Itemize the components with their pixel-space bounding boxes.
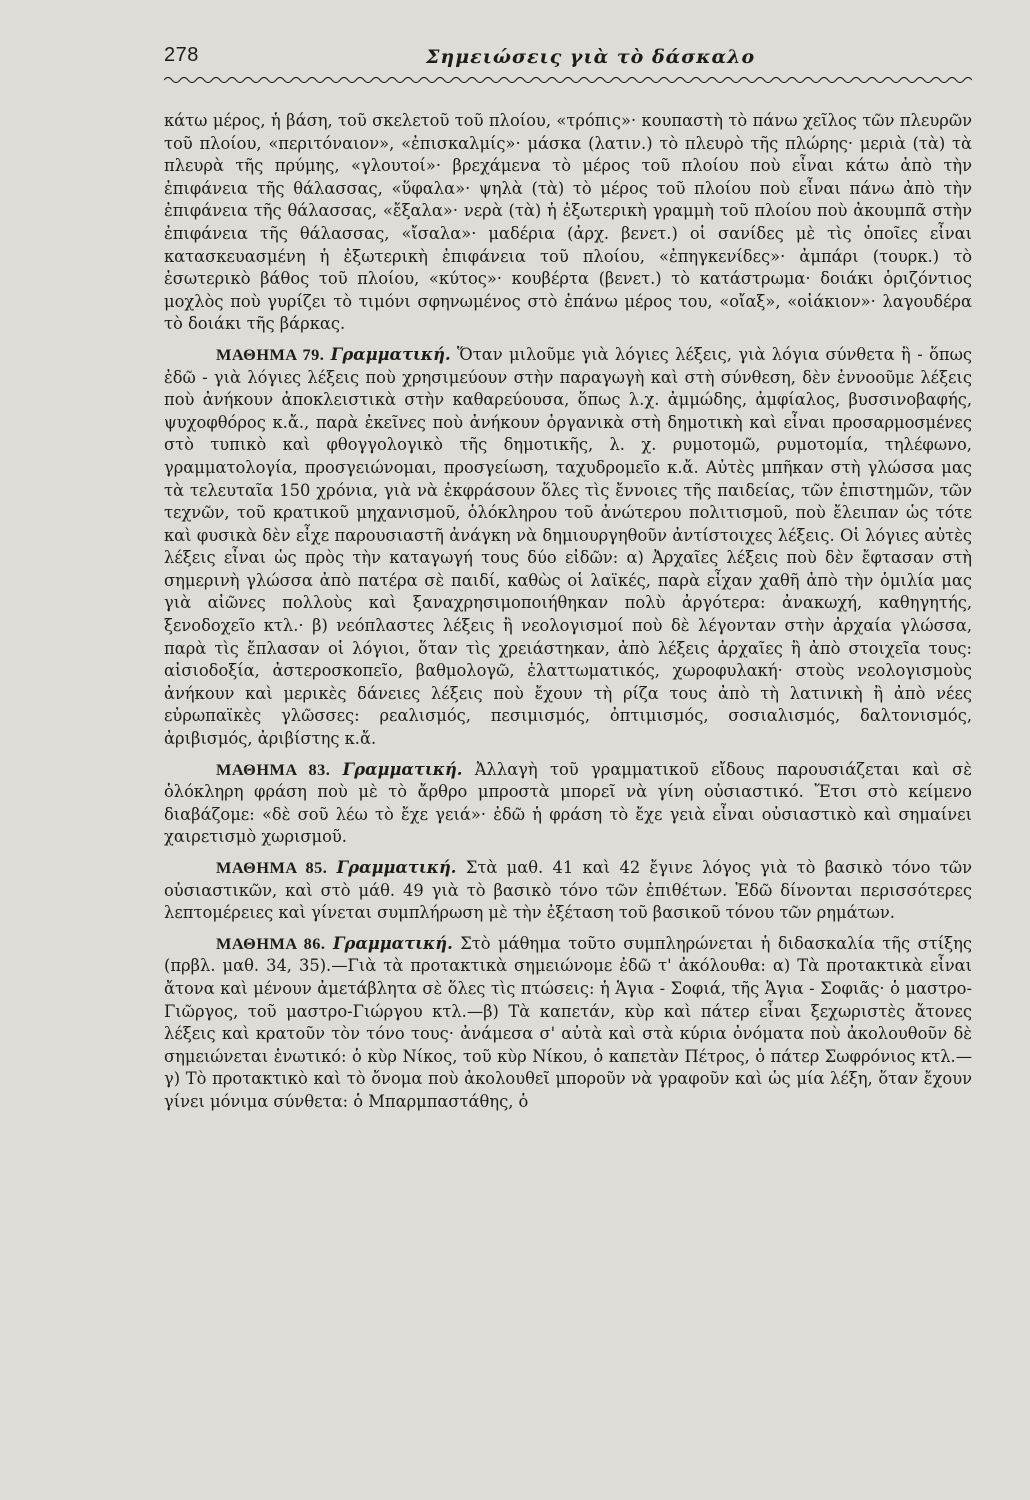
lesson-subject: Γραμματική. (332, 933, 453, 953)
paragraph-text: Στὸ μάθημα τοῦτο συμπληρώνεται ἡ διδασκαλία τῆς στίξης (πρβλ. μαθ. 34, 35).—Γιὰ τὰ προτακτικὰ σημειώνομε ἐδῶ τ' ἀκόλουθα: α) Τὰ προτακτικὰ εἶναι ἄτονα καὶ μένουν ἀμετάβλητα σὲ ὅλες τὶς πτώσεις: ἡ Ἁγια - Σοφιά, τῆς Ἁγια - Σοφιᾶς· ὁ μαστρο-Γιῶργος, τοῦ μαστρο-Γιώργου κτλ.—β) Τὰ καπετάν, κὺρ καὶ πάτερ εἶναι ξεχωριστὲς ἄτονες λέξεις καὶ κρατοῦν τὸν τόνο τους· ἀνάμεσα σ' αὐτὰ καὶ στὰ κύρια ὀνόματα ποὺ ἀκολουθοῦν δὲ σημειώνεται ἑνωτικό: ὁ κὺρ Νίκος, τοῦ κὺρ Νίκου, ὁ καπετὰν Πέτρος, ὁ πάτερ Σωφρόνιος κτλ.—γ) Τὸ προτακτικὸ καὶ τὸ ὄνομα ποὺ ἀκολουθεῖ μποροῦν νὰ γραφοῦν καὶ ὡς μία λέξη, ὅταν ἔχουν γίνει μόνιμα σύνθετα: ὁ Μπαρμπαστάθης, ὁ (164, 933, 972, 1111)
paragraph-lesson-85 (164, 857, 972, 925)
running-header (164, 44, 972, 78)
lesson-subject: Γραμματική. (336, 858, 457, 877)
paragraph-text: Ὅταν μιλοῦμε γιὰ λόγιες λέξεις, γιὰ λόγια σύνθετα ἢ - ὅπως ἐδῶ - γιὰ λόγιες λέξεις ποὺ χρησιμεύουν στὴν παραγωγὴ καὶ στὴ σύνθεση, δὲν ἐννοοῦμε λέξεις ποὺ ἀνήκουν ἀποκλειστικὰ στὴν καθαρεύουσα, ὅπως λ.χ. ἀμμώδης, ἀμφίαλος, βυσσινοβαφής, ψυχοφθόρος κ.ἄ., παρὰ ἐκεῖνες ποὺ ἀνήκουν ὀργανικὰ στὴ δημοτικὴ καὶ εἶναι προσαρμοσμένες στὸ τυπικὸ καὶ φθογγολογικὸ τῆς δημοτικῆς, λ. χ. ρυμοτομῶ, ρυμοτομία, τηλέφωνο, γραμματολογία, προσγειώνομαι, προσγείωση, ταχυδρομεῖο κ.ἄ. Αὐτὲς μπῆκαν στὴ γλώσσα μας τὰ τελευταῖα 150 χρόνια, γιὰ νὰ ἐκφράσουν ὅλες τὶς ἔννοιες τῆς παιδείας, τῶν ἐπιστημῶν, τῶν τεχνῶν, τοῦ κρατικοῦ μηχανισμοῦ, ὁλόκληρου τοῦ ἀνώτερου πολιτισμοῦ, ποὺ ἔλειπαν ὡς τότε καὶ φυσικὰ δὲν εἶχε παρουσιαστῆ ἀνάγκη νὰ δημιουργηθοῦν ἀντίστοιχες λέξεις. Οἱ λόγιες αὐτὲς λέξεις εἶναι ὡς πρὸς τὴν καταγωγή τους δύο εἰδῶν: α) Ἀρχαῖες λέξεις ποὺ δὲν ἔφτασαν στὴ σημερινὴ γλώσσα ἀπὸ πατέρα σὲ παιδί, καθὼς οἱ λαϊκές, παρὰ εἶχαν χαθῆ ἀπὸ τὴν ὁμιλία μας γιὰ αἰῶνες πολλοὺς καὶ ξαναχρησιμοποιήθηκαν πολὺ ἀργότερα: ἀνακωχή, καθηγητής, ξενοδοχεῖο κτλ.· β) νεόπλαστες λέξεις ἢ νεολογισμοί ποὺ δὲ λέγονταν στὴν ἀρχαία γλώσσα, παρὰ τὶς ἔπλασαν οἱ λόγιοι, ὅταν τὶς χρειάστηκαν, ἀπὸ λέξεις ἀρχαῖες ἢ ἀπὸ στοιχεῖα τους: αἰσιοδοξία, ἀστεροσκοπεῖο, βαθμολογῶ, ἐλαττωματικός, χωροφυλακή· στοὺς νεολογισμοὺς ἀνήκουν καὶ μερικὲς δάνειες λέξεις ποὺ ἔχουν τὴ ρίζα τους ἀπὸ τὴ λατινικὴ ἢ ἀπὸ νέες εὐρωπαϊκὲς γλῶσσες: ρεαλισμός, πεσιμισμός, ὀπτιμισμός, σοσιαλισμός, δαλτονισμός, ἀριβισμός, ἀριβίστης κ.ἄ. (164, 344, 972, 749)
paragraph-lesson-83 (164, 759, 972, 849)
lesson-subject: Γραμματική. (342, 759, 463, 779)
running-title: Σημειώσεις γιὰ τὸ δάσκαλο (426, 46, 756, 68)
lesson-heading: ΜΑΘΗΜΑ 83. (216, 759, 331, 779)
lesson-heading: ΜΑΘΗΜΑ 85. (216, 858, 328, 877)
paragraph-text: κάτω μέρος, ἡ βάση, τοῦ σκελετοῦ τοῦ πλοίου, «τρόπις»· κουπαστὴ τὸ πάνω χεῖλος τῶν πλευρῶν τοῦ πλοίου, «περιτόναιον», «ἐπισκαλμίς»· μάσκα (λατιν.) τὸ πλευρὸ τῆς πλώρης· μεριὰ (τὰ) τὰ πλευρὰ τῆς πρύμης, «γλουτοί»· βρεχάμενα τὸ μέρος τοῦ πλοίου ποὺ εἶναι κάτω ἀπὸ τὴν ἐπιφάνεια τῆς θάλασσας, «ὕφαλα»· ψηλὰ (τὰ) τὸ μέρος τοῦ πλοίου ποὺ εἶναι πάνω ἀπὸ τὴν ἐπιφάνεια τῆς θάλασσας, «ἔξαλα»· νερὰ (τὰ) ἡ ἐξωτερικὴ γραμμὴ τοῦ πλοίου ποὺ ἀκουμπᾶ στὴν ἐπιφάνεια τῆς θάλασσας, «ἴσαλα»· μαδέρια (ἀρχ. βενετ.) οἱ σανίδες μὲ τὶς ὁποῖες εἶναι κατασκευασμένη ἡ ἐξωτερικὴ ἐπιφάνεια τοῦ πλοίου, «ἐπηγκενίδες»· ἀμπάρι (τουρκ.) τὸ ἐσωτερικὸ βάθος τοῦ πλοίου, «κύτος»· κουβέρτα (βενετ.) τὸ κατάστρωμα· δοιάκι ὁριζόντιος μοχλὸς ποὺ γυρίζει τὸ τιμόνι σφηνωμένος στὸ ἐπάνω μέρος του, «οἴαξ», «οἰάκιον»· λαγουδέρα τὸ δοιάκι τῆς βάρκας. (164, 111, 972, 334)
lesson-subject: Γραμματική. (330, 344, 451, 364)
paragraph-text: Ἀλλαγὴ τοῦ γραμματικοῦ εἴδους παρουσιάζεται καὶ σὲ ὁλόκληρη φράση ποὺ μὲ τὸ ἄρθρο μπροστὰ μπορεῖ νὰ γίνη οὐσιαστικό. Ἔτσι στὸ κείμενο διαβάζομε: «δὲ σοῦ λέω τὸ ἔχε γειά»· ἐδῶ ἡ φράση τὸ ἔχε γειὰ εἶναι οὐσιαστικὸ καὶ σημαίνει χαιρετισμὸ χωρισμοῦ. (164, 759, 972, 847)
lesson-heading: ΜΑΘΗΜΑ 79. (216, 344, 325, 364)
lesson-heading: ΜΑΘΗΜΑ 86. (216, 933, 326, 953)
header-ornament-rule (164, 74, 972, 86)
paragraph-lesson-79 (164, 344, 972, 751)
paragraph-continuation (164, 110, 972, 336)
paragraph-lesson-86 (164, 933, 972, 1114)
paragraph-text: Στὰ μαθ. 41 καὶ 42 ἔγινε λόγος γιὰ τὸ βασικὸ τόνο τῶν οὐσιαστικῶν, καὶ στὸ μάθ. 49 γιὰ τὸ βασικὸ τόνο τῶν ἐπιθέτων. Ἐδῶ δίνονται περισσότερες λεπτομέρειες καὶ γίνεται συμπλήρωση μὲ τὴν ἐξέταση τοῦ βασικοῦ τόνου τῶν ρημάτων. (164, 858, 972, 923)
page-number: 278 (164, 44, 199, 66)
body-text (164, 110, 972, 1114)
